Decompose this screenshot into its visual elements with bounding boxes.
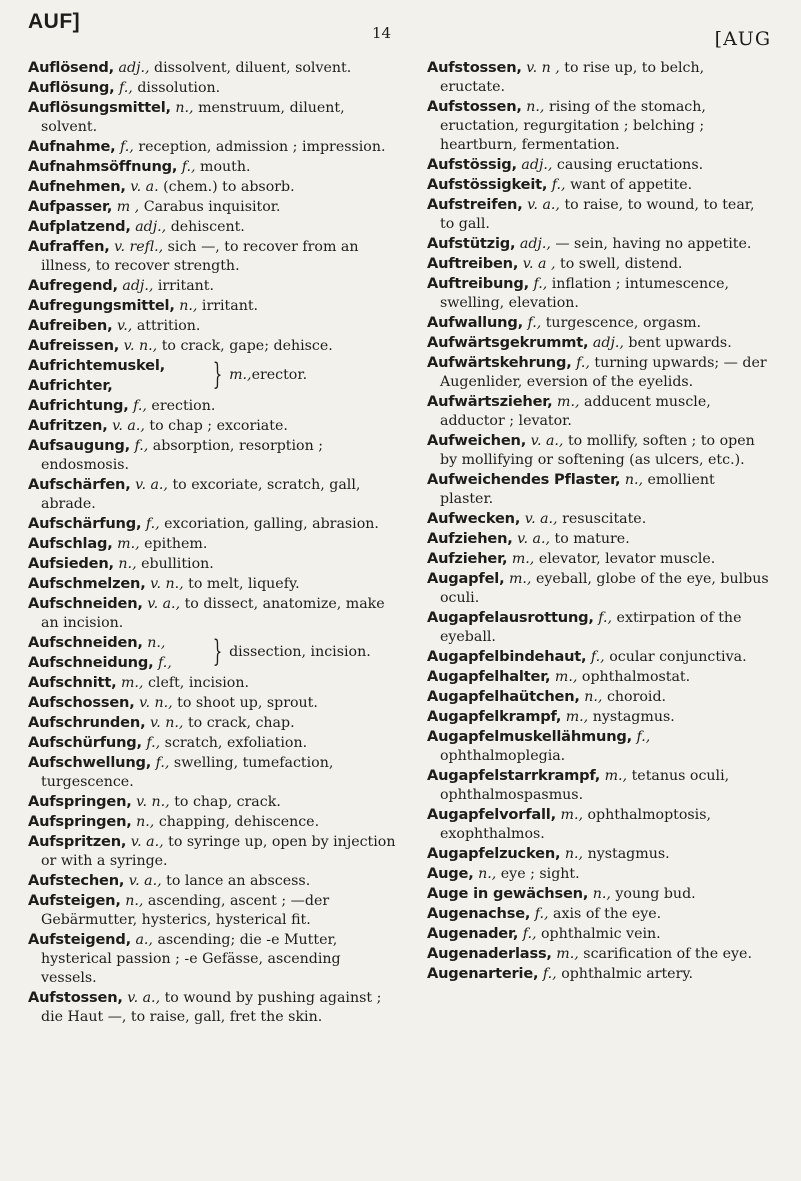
definition: ophthalmic vein. (541, 926, 661, 942)
headword: Aufweichen, (427, 432, 527, 449)
headword: Aufschneiden, (28, 595, 143, 612)
headword: Augapfelhaütchen, (427, 688, 580, 705)
dictionary-entry (28, 713, 398, 733)
dictionary-entry (28, 594, 398, 633)
headword: Aufstossen, (28, 989, 123, 1006)
dictionary-entry (28, 416, 398, 436)
headword: Aufraffen, (28, 238, 110, 255)
headword: Aufschärfen, (28, 476, 131, 493)
dictionary-entry (28, 514, 398, 534)
headword: Augapfelbindehaut, (427, 648, 587, 665)
grammar-label: m., (508, 571, 532, 587)
definition: attrition. (136, 318, 201, 334)
dictionary-entry (427, 234, 772, 254)
dictionary-entry (427, 727, 772, 766)
headword: Aufrichtung, (28, 397, 129, 414)
headword: Aufrichtemuskel, (28, 357, 165, 374)
grammar-label: m., (229, 366, 252, 383)
headword: Aufspringen, (28, 793, 132, 810)
headword: Aufziehen, (427, 530, 513, 547)
grammar-label: n., (592, 886, 611, 902)
dictionary-entry (427, 884, 772, 904)
grammar-label: v. a , (522, 256, 556, 272)
dictionary-entry (28, 733, 398, 753)
dictionary-entry (28, 534, 398, 554)
definition: to excoriate, scratch, gall, abrade. (41, 477, 361, 512)
headword: Augapfel, (427, 570, 505, 587)
definition: absorption, resorption ; endosmosis. (41, 438, 324, 473)
dictionary-entry (28, 792, 398, 812)
definition: inflation ; intumescence, swelling, elevation. (440, 276, 730, 311)
grammar-label: n., (125, 893, 144, 909)
grammar-label: f., (146, 735, 161, 751)
right-column (427, 58, 772, 984)
grammar-label: m., (554, 669, 578, 685)
grammar-label: n., (147, 635, 166, 651)
headword: Aufwärtszieher, (427, 393, 553, 410)
definition: tetanus oculi, ophthalmospasmus. (440, 768, 730, 803)
definition: epithem. (144, 536, 208, 552)
headword: Augenarterie, (427, 965, 539, 982)
dictionary-entry (28, 98, 398, 137)
definition: ebullition. (141, 556, 214, 572)
definition: ascending; die -e Mutter, hysterical passion ; -e Gefässe, ascending vessels. (41, 932, 341, 986)
definition: erection. (151, 398, 216, 414)
grammar-label: adj., (118, 60, 150, 76)
headword: Aufschürfung, (28, 734, 142, 751)
headword: Aufschwellung, (28, 754, 152, 771)
definition: scratch, exfoliation. (164, 735, 308, 751)
definition: emollient plaster. (440, 472, 715, 507)
grammar-label: v. refl., (114, 239, 164, 255)
headword: Auge in gewächsen, (427, 885, 589, 902)
dictionary-entry (28, 316, 398, 336)
headword: Aufschärfung, (28, 515, 142, 532)
headword: Augenader, (427, 925, 519, 942)
grammar-label: m , (116, 199, 140, 215)
definition: rising of the stomach, eructation, regurgitation ; belching ; heartburn, fermentation. (440, 99, 706, 153)
headword: Aufwärtskehrung, (427, 354, 572, 371)
definition: turning upwards; — der Augenlider, eversion of the eyelids. (440, 355, 767, 390)
dictionary-entry (427, 195, 772, 234)
headword: Aufnahme, (28, 138, 116, 155)
definition: ophthalmostat. (581, 669, 691, 685)
grammar-label: v. a., (527, 197, 560, 213)
dictionary-entry (28, 237, 398, 276)
dictionary-entry (427, 864, 772, 884)
definition: reception, admission ; impression. (138, 139, 386, 155)
grammar-label: m., (117, 536, 140, 552)
headword: Augapfelmuskellähmung, (427, 728, 632, 745)
definition: ascending, ascent ; —der Gebärmutter, hysterics, hysterical fit. (41, 893, 330, 928)
grammar-label: v. a., (135, 477, 168, 493)
definition: to wound by pushing against ; die Haut —, to raise, gall, fret the skin. (41, 990, 382, 1025)
definition: — sein, having no appetite. (555, 236, 752, 252)
dictionary-entry (427, 944, 772, 964)
definition: nystagmus. (592, 709, 675, 725)
definition: to chap ; excoriate. (149, 418, 288, 434)
headword: Augapfelzucken, (427, 845, 561, 862)
headword: Auflösungsmittel, (28, 99, 171, 116)
definition: dissection, incision. (229, 643, 371, 660)
grammar-label: a., (135, 932, 153, 948)
dictionary-entry (427, 608, 772, 647)
grammar-label: v. a., (524, 511, 558, 527)
dictionary-entry (28, 812, 398, 832)
definition: irritant. (201, 298, 259, 314)
headword: Augenaderlass, (427, 945, 552, 962)
grammar-label: f., (590, 649, 605, 665)
headword: Aufreiben, (28, 317, 113, 334)
grammar-label: adj., (519, 236, 551, 252)
definition: dissolution. (137, 80, 221, 96)
dictionary-entry (28, 296, 398, 316)
definition: causing eructations. (556, 157, 704, 173)
grammar-label: f., (133, 398, 147, 414)
grammar-label: adj., (592, 335, 624, 351)
dictionary-entry (427, 353, 772, 392)
headword: Aufstössigkeit, (427, 176, 548, 193)
dictionary-entry (28, 930, 398, 988)
grammar-label: v. n., (139, 695, 173, 711)
grammar-label: f., (155, 755, 170, 771)
grammar-label: v. a., (130, 834, 164, 850)
grammar-label: f., (636, 729, 651, 745)
grammar-label: adj., (521, 157, 553, 173)
grammar-label: f., (533, 276, 548, 292)
headword: Aufstützig, (427, 235, 516, 252)
headword: Augenachse, (427, 905, 531, 922)
headword: Aufpasser, (28, 198, 113, 215)
definition: cleft, incision. (147, 675, 249, 691)
headword: Auftreiben, (427, 255, 519, 272)
dictionary-entry (427, 569, 772, 608)
definition: to melt, liquefy. (188, 576, 300, 592)
definition: menstruum, diluent, solvent. (41, 100, 345, 135)
headword: Aufplatzend, (28, 218, 131, 235)
definition: mouth. (200, 159, 251, 175)
headword: Aufstossen, (427, 59, 522, 76)
headword: Aufregend, (28, 277, 118, 294)
definition: turgescence, orgasm. (545, 315, 702, 331)
headword: Aufsteigend, (28, 931, 131, 948)
dictionary-entry (427, 392, 772, 431)
dictionary-entry (427, 924, 772, 944)
headword: Augapfelausrottung, (427, 609, 594, 626)
dictionary-entry (28, 693, 398, 713)
definition: want of appetite. (570, 177, 693, 193)
dictionary-entry (28, 276, 398, 296)
headword: Aufschossen, (28, 694, 135, 711)
dictionary-entry-group (28, 633, 398, 673)
dictionary-entry (427, 904, 772, 924)
left-column (28, 58, 398, 1027)
dictionary-entry (427, 766, 772, 805)
definition: to swell, distend. (560, 256, 683, 272)
headword: Auflösung, (28, 79, 115, 96)
headword: Aufreissen, (28, 337, 120, 354)
grammar-label: v. a., (147, 596, 181, 612)
grammar-label: n., (179, 298, 198, 314)
grammar-label: v. n., (123, 338, 158, 354)
headword: Aufspritzen, (28, 833, 127, 850)
headword: Aufstossen, (427, 98, 522, 115)
definition: to syringe up, open by injection or with a syringe. (41, 834, 396, 869)
headword: Aufschneiden, (28, 634, 143, 651)
grammar-label: n., (175, 100, 194, 116)
definition: choroid. (606, 689, 667, 705)
dictionary-entry (427, 58, 772, 97)
grammar-label: m., (604, 768, 628, 784)
grammar-label: m., (511, 551, 535, 567)
grammar-label: f., (134, 438, 149, 454)
grammar-label: f., (542, 966, 557, 982)
dictionary-entry (427, 844, 772, 864)
grammar-label: n., (624, 472, 643, 488)
definition: to raise, to wound, to tear, to gall. (440, 197, 755, 232)
grammar-label: v. n , (526, 60, 560, 76)
definition: adducent muscle, adductor ; levator. (440, 394, 711, 429)
definition: to shoot up, sprout. (177, 695, 318, 711)
grammar-label: v. n., (150, 576, 184, 592)
dictionary-entry (28, 137, 398, 157)
definition: to dissect, anatomize, make an incision. (41, 596, 385, 631)
headword: Aufwecken, (427, 510, 521, 527)
definition: young bud. (615, 886, 696, 902)
dictionary-entry (427, 155, 772, 175)
definition: chapping, dehiscence. (158, 814, 320, 830)
grammar-label: v., (116, 318, 133, 334)
dictionary-entry (427, 254, 772, 274)
definition: dissolvent, diluent, solvent. (154, 60, 352, 76)
headword: Aufsieden, (28, 555, 114, 572)
headword: Aufschmelzen, (28, 575, 146, 592)
dictionary-entry (28, 832, 398, 871)
brace-mark: } (212, 357, 223, 392)
dictionary-entry (427, 707, 772, 727)
grammar-label: n., (118, 556, 137, 572)
grammar-label: m., (557, 394, 580, 410)
dictionary-entry (28, 871, 398, 891)
headword: Augapfelstarrkrampf, (427, 767, 601, 784)
dictionary-entry (427, 667, 772, 687)
grammar-label: v. a., (128, 873, 162, 889)
grammar-label: f., (181, 159, 196, 175)
headword: Aufsaugung, (28, 437, 130, 454)
definition: to chap, crack. (174, 794, 281, 810)
definition: to rise up, to belch, eructate. (440, 60, 705, 95)
dictionary-entry (427, 805, 772, 844)
headword: Aufnehmen, (28, 178, 126, 195)
brace-mark: } (212, 634, 223, 669)
grammar-label: f., (157, 655, 172, 671)
definition: to mature. (554, 531, 630, 547)
headword: Aufzieher, (427, 550, 508, 567)
grammar-label: m., (556, 946, 579, 962)
grammar-label: f., (576, 355, 590, 371)
headword: Aufrichter, (28, 377, 113, 394)
dictionary-entry (427, 333, 772, 353)
definition: excoriation, galling, abrasion. (164, 516, 379, 532)
grammar-label: m., (560, 807, 583, 823)
definition: sich —, to recover from an illness, to recover strength. (41, 239, 359, 274)
headword: Aufritzen, (28, 417, 108, 434)
definition: nystagmus. (587, 846, 670, 862)
dictionary-entry (427, 313, 772, 333)
dictionary-entry (28, 78, 398, 98)
definition: resuscitate. (562, 511, 647, 527)
grammar-label: adj., (122, 278, 154, 294)
dictionary-entry (427, 964, 772, 984)
grammar-label: m., (565, 709, 589, 725)
definition: extirpation of the eyeball. (440, 610, 742, 645)
grammar-label: v. n., (149, 715, 184, 731)
headword: Aufschnitt, (28, 674, 117, 691)
headword: Aufspringen, (28, 813, 132, 830)
page-number: 14 (372, 24, 392, 42)
dictionary-entry (427, 509, 772, 529)
header-guide-word-right: [AUG (714, 28, 771, 50)
grammar-label: f., (598, 610, 613, 626)
shared-definition (208, 356, 307, 394)
grammar-label: f., (119, 80, 133, 96)
definition: irritant. (157, 278, 215, 294)
definition: to mollify, soften ; to open by mollifying or softening (as ulcers, etc.). (440, 433, 755, 468)
headword: Aufwärtsgekrummt, (427, 334, 589, 351)
dictionary-entry (28, 157, 398, 177)
dictionary-entry (28, 988, 398, 1027)
dictionary-entry (28, 574, 398, 594)
headword: Auftreibung, (427, 275, 529, 292)
dictionary-entry (427, 549, 772, 569)
dictionary-entry (427, 274, 772, 313)
definition: Carabus inquisitor. (143, 199, 281, 215)
definition: to lance an abscess. (166, 873, 311, 889)
definition: eyeball, globe of the eye, bulbus oculi. (440, 571, 769, 606)
grammar-label: f., (522, 926, 537, 942)
grammar-label: v. n., (136, 794, 170, 810)
dictionary-entry (28, 475, 398, 514)
headword: Auge, (427, 865, 474, 882)
headword: Aufstechen, (28, 872, 125, 889)
headword: Aufweichendes Pflaster, (427, 471, 621, 488)
grammar-label: f., (527, 315, 542, 331)
dictionary-entry (427, 431, 772, 470)
headword: Aufregungsmittel, (28, 297, 175, 314)
definition: ophthalmic artery. (561, 966, 693, 982)
dictionary-entry (28, 673, 398, 693)
grammar-label: v. a., (112, 418, 145, 434)
dictionary-entry (28, 891, 398, 930)
grammar-label: n., (564, 846, 584, 862)
grammar-label: f., (145, 516, 160, 532)
dictionary-entry (28, 217, 398, 237)
dictionary-entry (427, 647, 772, 667)
definition: erector. (251, 366, 308, 383)
headword: Aufstreifen, (427, 196, 523, 213)
dictionary-entry (427, 175, 772, 195)
headword: Augapfelkrampf, (427, 708, 562, 725)
definition: scarification of the eye. (583, 946, 752, 962)
grammar-label: f., (534, 906, 549, 922)
definition: (chem.) to absorb. (163, 179, 295, 195)
grammar-label: v. a., (517, 531, 550, 547)
headword: Auflösend, (28, 59, 115, 76)
header-guide-word-left: AUF] (28, 10, 81, 33)
headword: Aufschrunden, (28, 714, 146, 731)
headword: Aufsteigen, (28, 892, 121, 909)
headword: Aufnahmsöffnung, (28, 158, 178, 175)
headword: Aufwallung, (427, 314, 523, 331)
dictionary-entry-group (28, 356, 398, 396)
dictionary-entry (427, 97, 772, 155)
definition: ocular conjunctiva. (609, 649, 747, 665)
grammar-label: n., (478, 866, 497, 882)
definition: dehiscent. (170, 219, 245, 235)
dictionary-entry (28, 753, 398, 792)
headword: Aufschlag, (28, 535, 113, 552)
definition: swelling, tumefaction, turgescence. (41, 755, 334, 790)
dictionary-entry (28, 177, 398, 197)
grammar-label: n., (584, 689, 603, 705)
dictionary-entry (28, 336, 398, 356)
page-header (28, 10, 771, 50)
definition: ophthalmoplegia. (440, 748, 566, 764)
headword: Augapfelhalter, (427, 668, 551, 685)
definition: eye ; sight. (500, 866, 580, 882)
dictionary-entry (28, 396, 398, 416)
definition: to crack, gape; dehisce. (161, 338, 333, 354)
grammar-label: v. a., (127, 990, 161, 1006)
dictionary-entry (427, 687, 772, 707)
shared-definition (208, 633, 371, 671)
dictionary-entry (427, 529, 772, 549)
grammar-label: v. a. (130, 179, 159, 195)
grammar-label: v. a., (530, 433, 564, 449)
definition: to crack, chap. (187, 715, 295, 731)
definition: axis of the eye. (553, 906, 662, 922)
grammar-label: m., (120, 675, 144, 691)
grammar-label: f., (551, 177, 566, 193)
dictionary-entry (28, 436, 398, 475)
grammar-label: f., (120, 139, 134, 155)
headword: Aufstössig, (427, 156, 517, 173)
definition: ophthalmoptosis, exophthalmos. (440, 807, 712, 842)
grammar-label: n., (136, 814, 155, 830)
dictionary-entry (28, 197, 398, 217)
grammar-label: adj., (135, 219, 167, 235)
headword: Aufschneidung, (28, 654, 154, 671)
definition: bent upwards. (628, 335, 732, 351)
grammar-label: n., (526, 99, 545, 115)
headword: Augapfelvorfall, (427, 806, 556, 823)
definition: elevator, levator muscle. (538, 551, 716, 567)
dictionary-entry (427, 470, 772, 509)
dictionary-entry (28, 58, 398, 78)
dictionary-entry (28, 554, 398, 574)
